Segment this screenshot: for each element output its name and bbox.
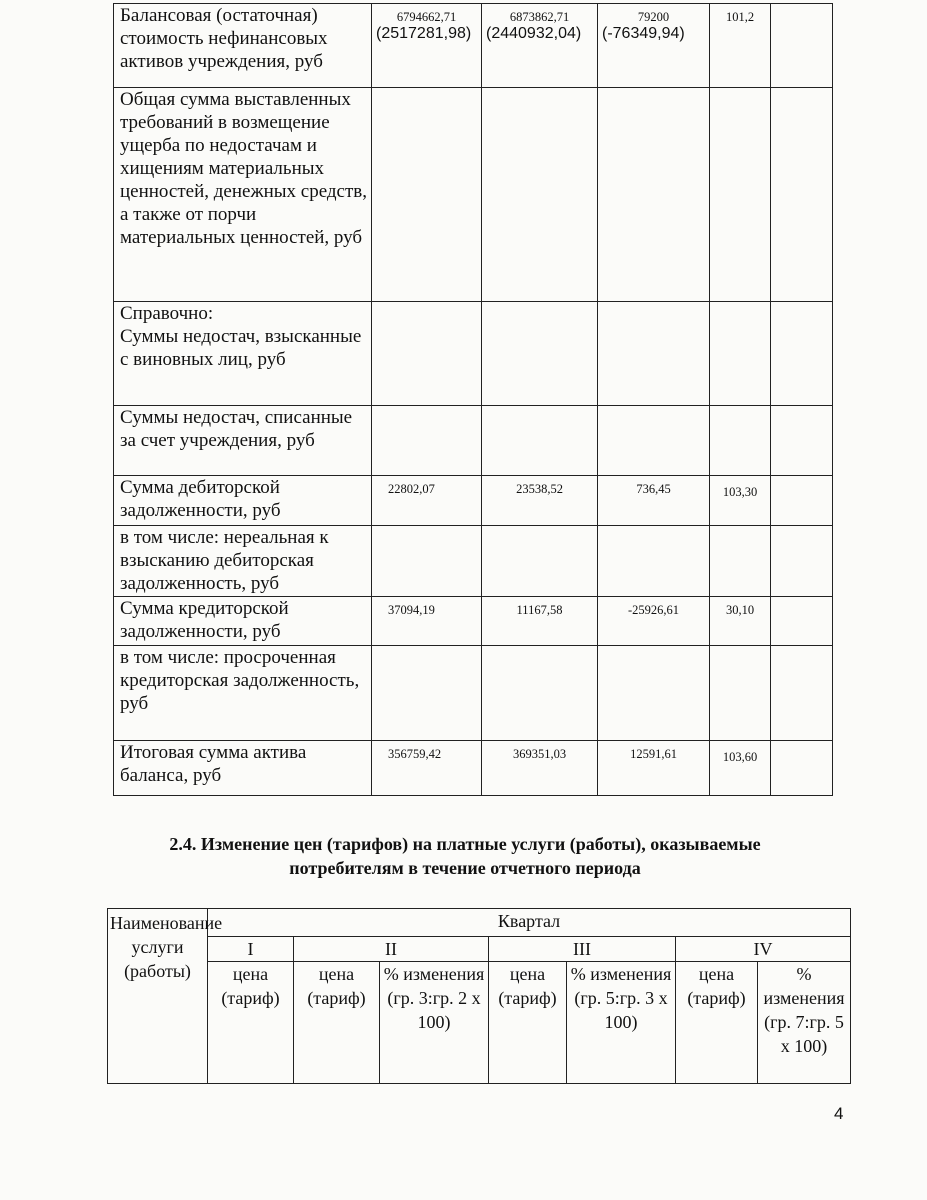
table-row xyxy=(114,88,833,302)
value-cell xyxy=(598,88,710,302)
value-cell xyxy=(482,646,598,741)
row-label: Сумма дебиторской задолженности, руб xyxy=(114,476,372,526)
table-row xyxy=(114,526,833,597)
value-cell: 736,45 xyxy=(598,476,710,526)
quarter-ii: II xyxy=(294,937,489,962)
quarter-i: I xyxy=(208,937,294,962)
value-cell xyxy=(771,597,833,646)
value-cell xyxy=(482,302,598,406)
value-cell xyxy=(482,526,598,597)
value-cell xyxy=(598,406,710,476)
pct-change-cell: % изменения (гр. 3:гр. 2 х 100) xyxy=(380,962,489,1084)
value-cell: 369351,03 xyxy=(482,741,598,796)
heading-line: 2.4. Изменение цен (тарифов) на платные услуги (работы), оказываемые xyxy=(169,834,761,854)
value-cell xyxy=(482,88,598,302)
table-row xyxy=(114,646,833,741)
pct-change-cell: % изменения (гр. 5:гр. 3 х 100) xyxy=(567,962,676,1084)
price-changes-table xyxy=(107,908,851,1084)
value-cell: 37094,19 xyxy=(372,597,482,646)
value-cell xyxy=(482,406,598,476)
quarter-header: Квартал xyxy=(208,909,851,937)
value-cell xyxy=(710,646,771,741)
value-cell xyxy=(598,646,710,741)
row-label: Балансовая (остаточная) стоимость нефинансовых активов учреждения, руб xyxy=(114,4,372,88)
value-cell: 22802,07 xyxy=(372,476,482,526)
value-cell xyxy=(771,88,833,302)
price-cell: цена (тариф) xyxy=(294,962,380,1084)
value-cell xyxy=(598,526,710,597)
value-cell: 30,10 xyxy=(710,597,771,646)
value-cell: 79200 (-76349,94) xyxy=(598,4,710,88)
value-cell: -25926,61 xyxy=(598,597,710,646)
value-cell: 356759,42 xyxy=(372,741,482,796)
table-row xyxy=(114,302,833,406)
table-row xyxy=(108,909,851,937)
value-cell xyxy=(372,302,482,406)
service-header: Наименование услуги (работы) xyxy=(108,909,208,1084)
row-label: Справочно: Суммы недостач, взысканные с виновных лиц, руб xyxy=(114,302,372,406)
value-cell xyxy=(598,302,710,406)
value-cell: 101,2 xyxy=(710,4,771,88)
value-cell xyxy=(372,406,482,476)
value-cell xyxy=(771,741,833,796)
row-label: Итоговая сумма актива баланса, руб xyxy=(114,741,372,796)
price-cell: цена (тариф) xyxy=(208,962,294,1084)
pct-change-cell: % изменения (гр. 7:гр. 5 х 100) xyxy=(758,962,851,1084)
row-label: Сумма кредиторской задолженности, руб xyxy=(114,597,372,646)
page-number: 4 xyxy=(834,1104,844,1123)
value-cell: 103,60 xyxy=(710,741,771,796)
row-label: Суммы недостач, списанные за счет учреждения, руб xyxy=(114,406,372,476)
value-cell xyxy=(771,526,833,597)
heading-line: потребителям в течение отчетного периода xyxy=(289,858,641,878)
table-row xyxy=(114,4,833,88)
value-cell: 103,30 xyxy=(710,476,771,526)
value-cell xyxy=(372,526,482,597)
value-cell xyxy=(372,646,482,741)
value-cell xyxy=(771,406,833,476)
quarter-iii: III xyxy=(489,937,676,962)
value-cell xyxy=(771,476,833,526)
value-cell xyxy=(372,88,482,302)
value-cell xyxy=(710,526,771,597)
quarter-iv: IV xyxy=(676,937,851,962)
value-cell: 23538,52 xyxy=(482,476,598,526)
price-cell: цена (тариф) xyxy=(676,962,758,1084)
value-cell xyxy=(710,302,771,406)
table-row xyxy=(114,741,833,796)
value-cell xyxy=(771,4,833,88)
table-row xyxy=(108,962,851,1084)
row-label: Общая сумма выставленных требований в возмещение ущерба по недостачам и хищениям материальных ценностей, денежных средств, а также от порчи материальных ценностей, руб xyxy=(114,88,372,302)
row-label: в том числе: просроченная кредиторская задолженность, руб xyxy=(114,646,372,741)
table-row xyxy=(114,406,833,476)
table-row xyxy=(114,597,833,646)
table-row xyxy=(114,476,833,526)
value-cell xyxy=(710,88,771,302)
value-cell xyxy=(771,646,833,741)
value-cell: 12591,61 xyxy=(598,741,710,796)
value-cell xyxy=(771,302,833,406)
value-cell: 11167,58 xyxy=(482,597,598,646)
balance-indicators-table xyxy=(113,3,833,796)
row-label: в том числе: нереальная к взысканию дебиторская задолженность, руб xyxy=(114,526,372,597)
value-cell xyxy=(710,406,771,476)
value-cell: 6873862,71 (2440932,04) xyxy=(482,4,598,88)
price-cell: цена (тариф) xyxy=(489,962,567,1084)
value-cell: 6794662,71 (2517281,98) xyxy=(372,4,482,88)
section-heading xyxy=(100,832,830,880)
table-row xyxy=(108,937,851,962)
